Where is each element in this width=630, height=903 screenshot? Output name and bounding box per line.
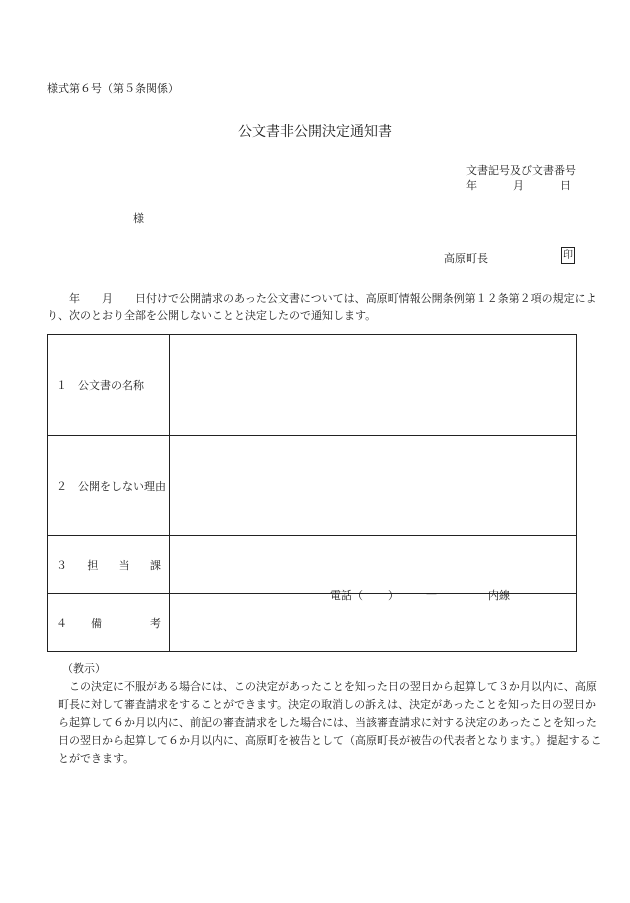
date-year-label: 年 (466, 179, 477, 192)
notice-line: 町長に対して審査請求をすることができます。決定の取消しの訴えは、決定があったことを知った日の翌日か (58, 698, 597, 711)
notice-line: とができます。 (58, 752, 135, 765)
row-number: ４ (56, 616, 67, 630)
phone-label: 電話（ (330, 589, 363, 602)
document-name-field[interactable] (170, 335, 576, 435)
seal-box: 印 (561, 247, 575, 264)
extension-label: 内線 (488, 589, 510, 602)
date-day-label: 日 (560, 179, 571, 192)
row-label-cell (48, 436, 170, 535)
row-label-char: 備 (91, 616, 102, 630)
row-label-char: 当 (118, 558, 130, 572)
remarks-field[interactable] (170, 594, 576, 651)
row-label-cell (48, 536, 170, 593)
department-field[interactable] (170, 536, 576, 602)
row-label-char: 考 (150, 616, 161, 630)
phone-dash: — (426, 587, 437, 600)
row-label-cell (48, 594, 170, 651)
date-month-label: 月 (513, 179, 524, 192)
row-label-cell (48, 335, 170, 435)
notice-paragraph (58, 678, 602, 768)
body-line: り、次のとおり全部を公開しないことと決定したので通知します。 (47, 309, 377, 322)
form-number-label: 様式第６号（第５条関係） (47, 82, 179, 95)
decision-table (47, 334, 577, 652)
notice-line: この決定に不服がある場合には、この決定があったことを知った日の翌日から起算して３か月以内に、高原 (58, 680, 597, 693)
document-title: 公文書非公開決定通知書 (238, 124, 392, 140)
body-line: 年 月 日付けで公開請求のあった公文書については、高原町情報公開条例第１２条第２項の規定によ (47, 292, 597, 305)
row-label (56, 557, 161, 573)
notice-line: 日の翌日から起算して６か月以内に、高原町を被告として（高原町長が被告の代表者となります。）提起するこ (58, 734, 602, 747)
addressee-suffix: 様 (133, 212, 144, 225)
reason-field[interactable] (170, 436, 576, 535)
doc-number-label: 文書記号及び文書番号 (466, 164, 576, 177)
table-row-remarks (48, 594, 576, 651)
body-paragraph (47, 290, 597, 324)
row-number: ３ (56, 558, 67, 572)
table-row-reason (48, 436, 576, 536)
issuer-name: 高原町長 (444, 252, 488, 265)
notice-heading: （教示） (62, 662, 106, 675)
row-label (56, 615, 161, 631)
row-label: １ 公文書の名称 (56, 379, 144, 392)
row-label-char: 担 (87, 558, 99, 572)
table-row-document-name (48, 335, 576, 436)
notice-line: ら起算して６か月以内に、前記の審査請求をした場合には、当該審査請求に対する決定のあったことを知った (58, 716, 597, 729)
table-row-department (48, 536, 576, 602)
row-label: ２ 公開をしない理由 (56, 479, 166, 493)
row-label-char: 課 (149, 558, 161, 572)
phone-close-paren: ） (388, 589, 399, 602)
